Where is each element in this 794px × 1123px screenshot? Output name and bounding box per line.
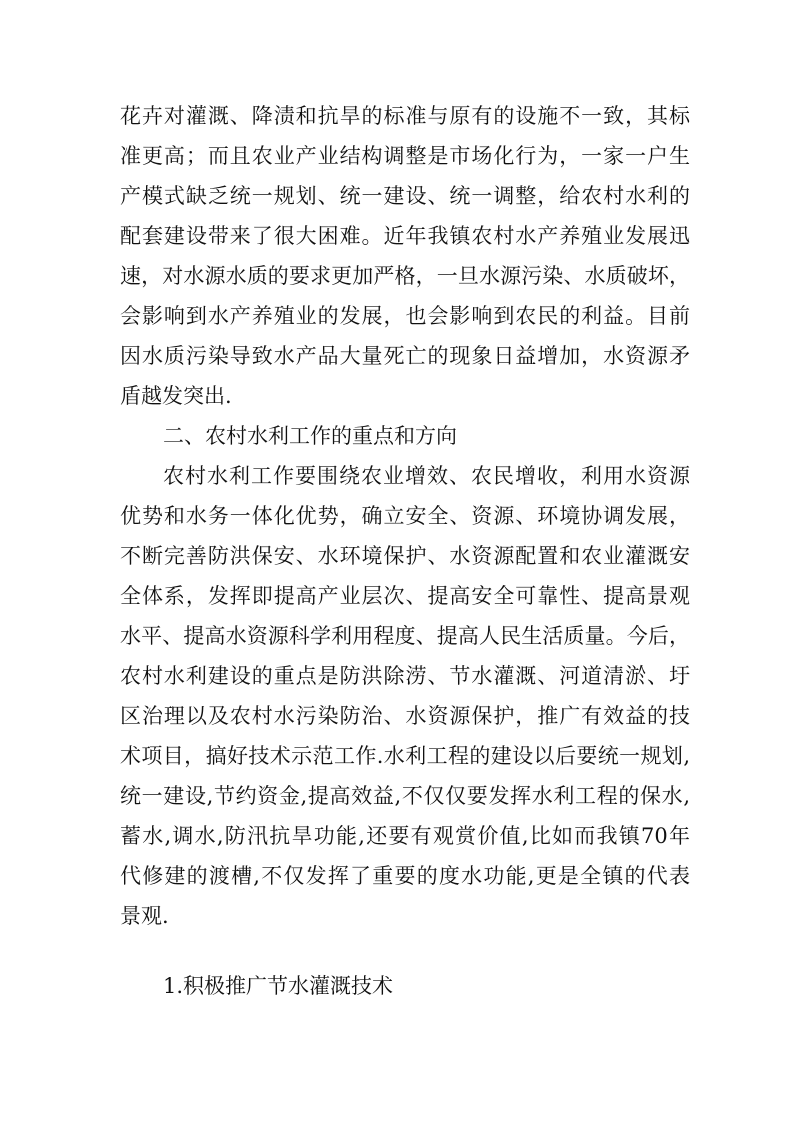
paragraph-line: 优势和水务一体化优势，确立安全、资源、环境协调发展， (120, 504, 690, 528)
paragraph-line: 景观. (120, 904, 169, 928)
paragraph-line: 产模式缺乏统一规划、统一建设、统一调整，给农村水利的 (120, 184, 690, 208)
paragraph-line: 代修建的渡槽,不仅发挥了重要的度水功能,更是全镇的代表 (120, 864, 690, 888)
paragraph-line: 会影响到水产养殖业的发展，也会影响到农民的利益。目前 (120, 304, 690, 328)
paragraph-line: 速，对水源水质的要求更加严格，一旦水源污染、水质破坏， (120, 264, 690, 288)
paragraph-line: 统一建设,节约资金,提高效益,不仅仅要发挥水利工程的保水, (120, 784, 690, 808)
paragraph-line: 全体系，发挥即提高产业层次、提高安全可靠性、提高景观 (120, 584, 690, 608)
paragraph-line: 水平、提高水资源科学利用程度、提高人民生活质量。今后， (120, 624, 690, 648)
section-heading: 二、农村水利工作的重点和方向 (163, 424, 457, 448)
paragraph-line: 盾越发突出. (120, 384, 232, 408)
subheading: 1.积极推广节水灌溉技术 (163, 974, 394, 998)
paragraph-line: 农村水利工作要围绕农业增效、农民增收，利用水资源 (163, 464, 690, 488)
paragraph-line: 配套建设带来了很大困难。近年我镇农村水产养殖业发展迅 (120, 224, 690, 248)
paragraph-line: 术项目，搞好技术示范工作.水利工程的建设以后要统一规划, (120, 744, 690, 768)
paragraph-line: 不断完善防洪保安、水环境保护、水资源配置和农业灌溉安 (120, 544, 690, 568)
paragraph-line: 因水质污染导致水产品大量死亡的现象日益增加，水资源矛 (120, 344, 690, 368)
paragraph-line: 花卉对灌溉、降渍和抗旱的标准与原有的设施不一致，其标 (120, 104, 690, 128)
paragraph-line: 区治理以及农村水污染防治、水资源保护，推广有效益的技 (120, 704, 690, 728)
paragraph-line: 准更高；而且农业产业结构调整是市场化行为，一家一户生 (120, 144, 690, 168)
paragraph-line: 农村水利建设的重点是防洪除涝、节水灌溉、河道清淤、圩 (120, 664, 690, 688)
paragraph-line: 蓄水,调水,防汛抗旱功能,还要有观赏价值,比如而我镇70年 (120, 824, 690, 848)
